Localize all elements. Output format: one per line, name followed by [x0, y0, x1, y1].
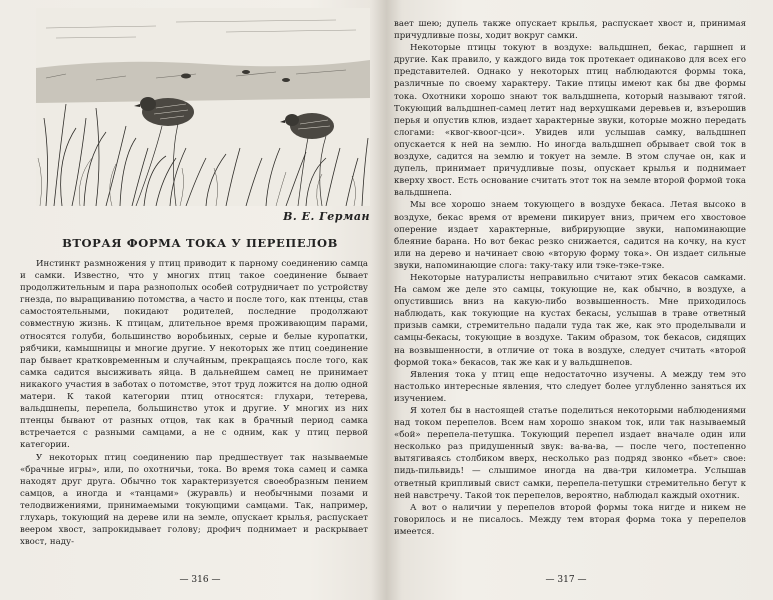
- quail-drawing: [36, 8, 370, 206]
- paragraph: Явления тока у птиц еще недостаточно изучены. А между тем это настолько интересные явления, что следует более углубленно заняться их изучением.: [394, 369, 746, 404]
- right-page: [388, 0, 773, 600]
- paragraph: Некоторые птицы токуют в воздухе: вальдшнеп, бекас, гаршнеп и другие. Как правило, у каждого вида ток протекает одинаково для всех его представителей. Однако у некоторых птиц наблюдаются формы тока, различные по своему характеру. Такие птицы имеют как бы две формы тока. Охотники хорошо знают ток вальдшнепа, который называют тягой. Токующий вальдшнеп-самец летит над верхушками деревьев и, взъерошив перья и опустив клюв, издает характерные звуки, которые можно передать слогами: «квог-квоог-цси». Увидев или услышав самку, вальдшнеп опускается к ней на землю. Но иногда вальдшнеп обрывает свой ток в воздухе, садится на землю и токует на земле. В этом случае он, как и дупель, принимает причудливые позы, опускает крылья и поднимает кверху хвост. Есть основание считать этот ток на земле второй формой тока вальдшнепа.: [394, 43, 746, 199]
- article-heading: ВТОРАЯ ФОРМА ТОКА У ПЕРЕПЕЛОВ: [62, 236, 338, 250]
- paragraph: Мы все хорошо знаем токующего в воздухе бекаса. Летая высоко в воздухе, бекас время от времени пикирует вниз, причем его хвостовое оперение издает характерные, вибрирующие звуки, напоминающие блеяние барана. Но вот бекас резко снижается, садится на кочку, на куст или на дерево и начинает свою «вторую форму тока». Он издает сильные звуки, напоминающие слога: таку-таку или тэке-тэке-тэке.: [394, 200, 746, 271]
- paragraph: Инстинкт размножения у птиц приводит к парному соединению самца и самки. Известно, что у многих птиц такое соединение бывает продолжительным и пара разнополых особей сотрудничает по устройству гнезда, по выращиванию потомства, а часто и после того, как птенцы, став самостоятельными, покидают родителей, последние продолжают совместную жизнь. К птицам, длительное время проживающим парами, относятся голуби, большинство воробьиных, серые и белые куропатки, рябчики, камышницы и многие другие. У некоторых же птиц соединение пар бывает кратковременным и случайным, прекращаясь после того, как самка садится высиживать яйца. В дальнейшем самец не принимает никакого участия в заботах о потомстве, этот труд ложится на долю одной матери. К такой категории птиц относятся: глухари, тетерева, вальдшнепы, перепела, большинство уток и другие. У многих из них птенцы бывают от разных отцов, так как в брачный период самка встречается с разными самцами, а не с одним, как у птиц первой категории.: [20, 259, 368, 451]
- paragraph: Некоторые натуралисты неправильно считают этих бекасов самками. На самом же деле это самцы, токующие не, как обычно, в воздухе, а опустившись вниз на какую-либо возвышенность. Мне приходилось наблюдать, как токующие на кустах бекасы, услышав в траве ответный призыв самки, стремительно падали туда так же, как это проделывали и самцы-бекасы, токующие в воздухе. Таким образом, ток бекасов, сидящих на возвышенности, в отличие от тока в воздухе, следует считать «второй формой тока» бекасов, так же как и у вальдшнепов.: [394, 272, 746, 368]
- paragraph: У некоторых птиц соединению пар предшествует так называемые «брачные игры», или, по охотничьи, тока. Во время тока самец и самка находят друг друга. Обычно ток характеризуется своеобразным пением самцов, а иногда и «танцами» (журавль) и необычными позами и телодвижениями, принимаемыми токующими самцами. Так, например, глухарь, токующий на дереве или на земле, опускает крылья, распускает веером хвост, запрокидывает голову; дрофич поднимает и раскрывает хвост, наду-: [20, 452, 368, 548]
- illustration-caption: В. Е. Герман: [283, 210, 370, 223]
- paragraph: Я хотел бы в настоящей статье поделиться некоторыми наблюдениями над током перепелов. Всем нам хорошо знаком ток, или так называемый «бой» перепела-петушка. Токующий перепел издает вначале один или несколько раз придушенный звук: ва-ва-ва, — после чего, постепенно вытягиваясь столбиком вверх, несколько раз подряд звонко «бьет» свое: пидь-пильвидь! — слышимое иногда на два-три километра. Услышав ответный крипливый свист самки, перепела-петушки стремительно бегут к ней навстречу. Такой ток перепелов, вероятно, наблюдал каждый охотник.: [394, 406, 746, 501]
- paragraph: А вот о наличии у перепелов второй формы тока нигде и никем не говорилось и не писалось. Между тем вторая форма тока у перепелов имеется.: [394, 502, 746, 537]
- right-page-text: [394, 18, 746, 566]
- page-number-left: — 316 —: [179, 575, 221, 585]
- left-page-text: [20, 258, 368, 568]
- quail-illustration: [36, 8, 370, 206]
- paragraph: вает шею; дупель также опускает крылья, распускает хвост и, принимая причудливые позы, ходит вокруг самки.: [394, 19, 746, 42]
- page-number-right: — 317 —: [545, 575, 587, 585]
- left-page: [0, 0, 386, 600]
